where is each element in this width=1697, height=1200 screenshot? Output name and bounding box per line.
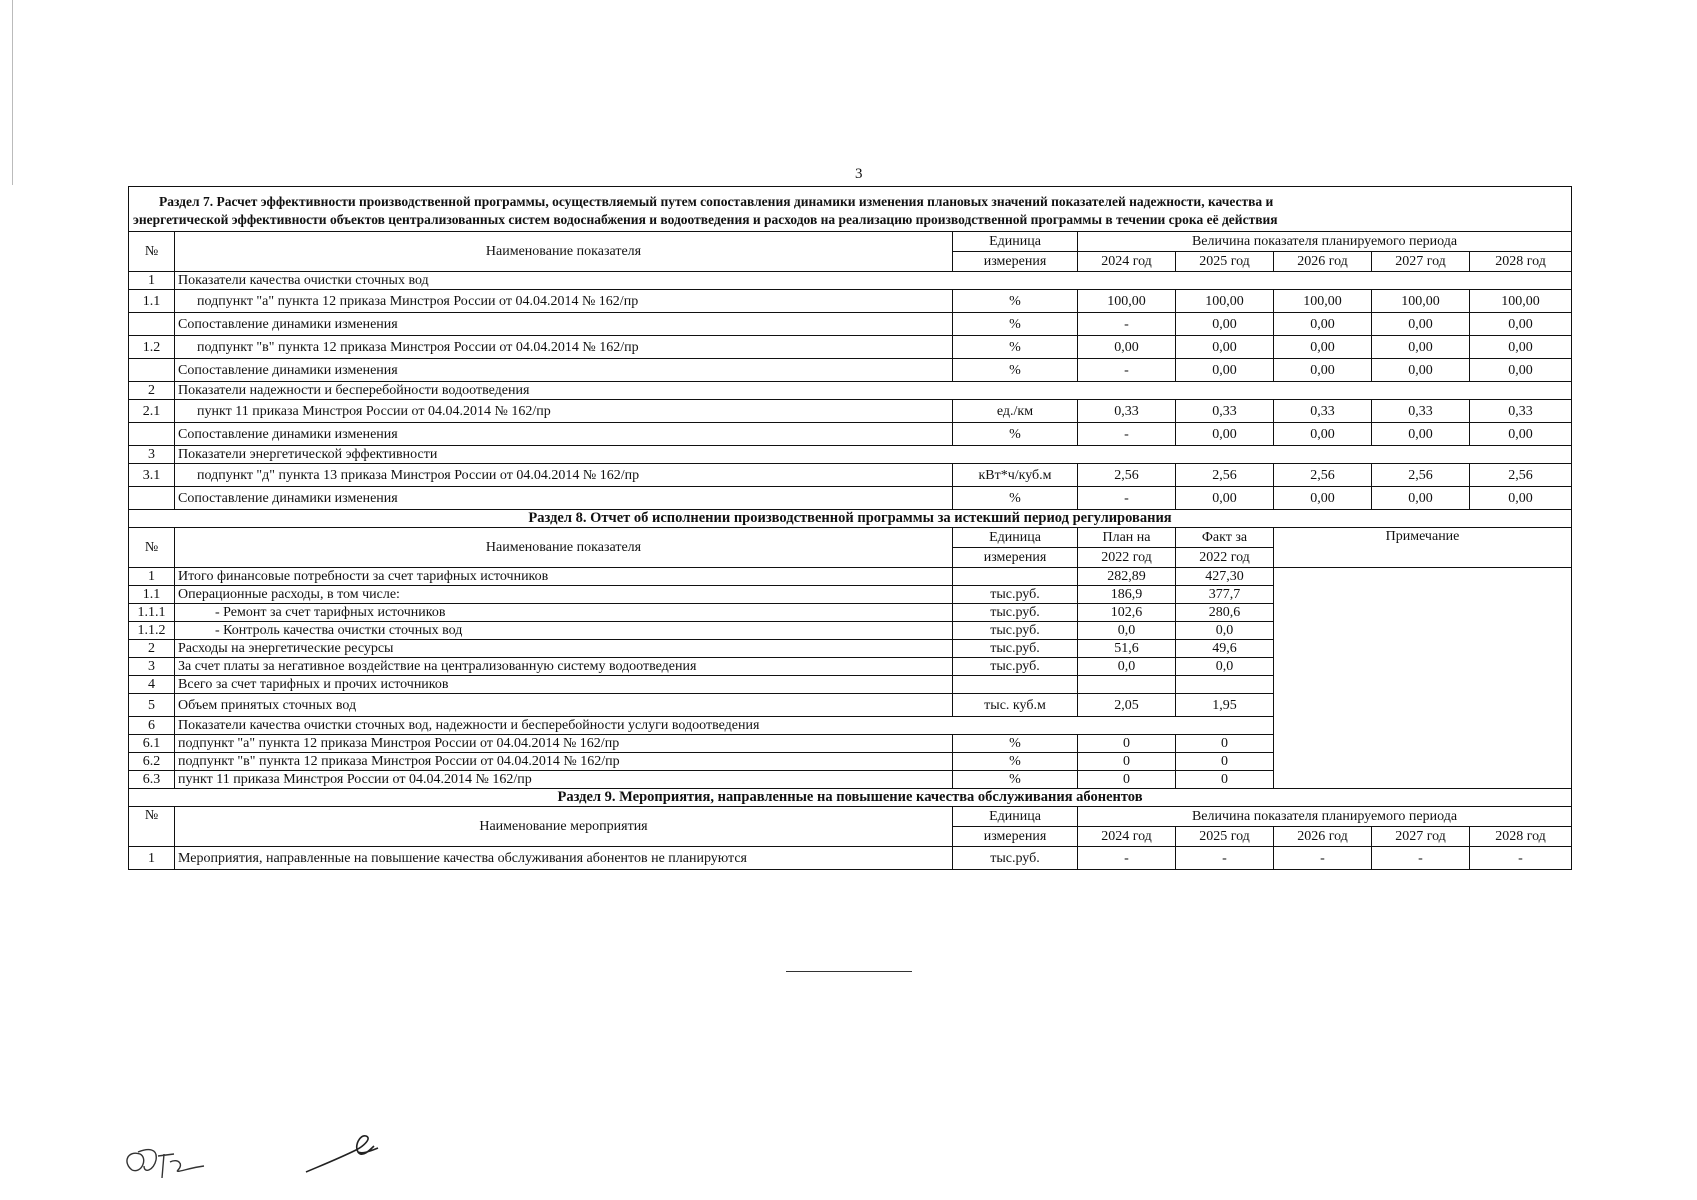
s9-header-year: 2024 год	[1078, 827, 1176, 847]
row-name: Мероприятия, направленные на повышение качества обслуживания абонентов не планируются	[175, 847, 953, 870]
row-fact: 377,7	[1176, 586, 1274, 604]
row-value: 100,00	[1372, 290, 1470, 313]
row-unit: %	[953, 313, 1078, 336]
row-num: 1	[129, 568, 175, 586]
s9-header-name: Наименование мероприятия	[175, 807, 953, 847]
row-value: 0,33	[1470, 400, 1572, 423]
row-plan: 0	[1078, 771, 1176, 789]
row-value: 100,00	[1078, 290, 1176, 313]
row-num: 1.2	[129, 336, 175, 359]
row-name: За счет платы за негативное воздействие на централизованную систему водоотведения	[175, 658, 953, 676]
row-unit: %	[953, 423, 1078, 446]
row-fact: 0	[1176, 735, 1274, 753]
row-num: 2	[129, 382, 175, 400]
row-value: -	[1274, 847, 1372, 870]
row-unit: кВт*ч/куб.м	[953, 464, 1078, 487]
row-num: 4	[129, 676, 175, 694]
row-num: 1.1	[129, 290, 175, 313]
s9-header-period: Величина показателя планируемого периода	[1078, 807, 1572, 827]
row-value: 0,33	[1372, 400, 1470, 423]
section7-title	[129, 187, 1572, 232]
row-num	[129, 423, 175, 446]
s7-header-num: №	[129, 232, 175, 272]
row-num: 1.1.1	[129, 604, 175, 622]
row-value: 0,00	[1470, 423, 1572, 446]
row-num	[129, 359, 175, 382]
section7-title-line1: Раздел 7. Расчет эффективности производственной программы, осуществляемый путем сопоставления динамики изменения плановых значений показателей надежности, качества и	[159, 194, 1274, 209]
document-frame	[128, 186, 1571, 870]
row-name: подпункт "а" пункта 12 приказа Минстроя России от 04.04.2014 № 162/пр	[175, 290, 953, 313]
row-value: 0,00	[1176, 313, 1274, 336]
scan-edge-line	[12, 0, 13, 185]
row-name: Сопоставление динамики изменения	[175, 487, 953, 510]
row-name: Сопоставление динамики изменения	[175, 313, 953, 336]
section7-title-line2: энергетической эффективности объектов централизованных систем водоснабжения и водоотведения и расходов на реализацию производственной программы в течении срока её действия	[133, 212, 1278, 227]
table-row	[129, 446, 1572, 464]
row-unit: %	[953, 771, 1078, 789]
row-unit	[953, 676, 1078, 694]
s9-header-year: 2026 год	[1274, 827, 1372, 847]
s9-header-year: 2025 год	[1176, 827, 1274, 847]
signature-1	[118, 1140, 228, 1188]
row-name: Показатели надежности и бесперебойности водоотведения	[175, 382, 1572, 400]
row-name: Показатели качества очистки сточных вод	[175, 272, 1572, 290]
s7-header-unit-1: Единица	[953, 232, 1078, 252]
s8-header-fact-2: 2022 год	[1176, 548, 1274, 568]
s7-header-year: 2026 год	[1274, 252, 1372, 272]
row-value: 0,00	[1274, 359, 1372, 382]
row-fact	[1176, 676, 1274, 694]
row-num: 3	[129, 446, 175, 464]
row-value: 0,00	[1274, 313, 1372, 336]
row-num: 3.1	[129, 464, 175, 487]
row-value: 0,00	[1176, 359, 1274, 382]
row-name: Расходы на энергетические ресурсы	[175, 640, 953, 658]
s8-header-fact-1: Факт за	[1176, 528, 1274, 548]
signature-2	[300, 1130, 390, 1180]
row-unit: %	[953, 290, 1078, 313]
s9-header-unit-2: измерения	[953, 827, 1078, 847]
row-name: - Ремонт за счет тарифных источников	[175, 604, 953, 622]
row-unit: %	[953, 359, 1078, 382]
section7-table	[128, 186, 1572, 528]
row-unit: тыс.руб.	[953, 622, 1078, 640]
section9-title: Раздел 9. Мероприятия, направленные на повышение качества обслуживания абонентов	[129, 789, 1572, 807]
row-fact: 0	[1176, 753, 1274, 771]
s9-header-year: 2028 год	[1470, 827, 1572, 847]
s7-header-period: Величина показателя планируемого периода	[1078, 232, 1572, 252]
s8-header-num: №	[129, 528, 175, 568]
table-row	[129, 423, 1572, 446]
row-name: подпункт "в" пункта 12 приказа Минстроя России от 04.04.2014 № 162/пр	[175, 336, 953, 359]
row-value: 0,00	[1470, 336, 1572, 359]
row-unit: тыс. куб.м	[953, 694, 1078, 717]
row-name: подпункт "в" пункта 12 приказа Минстроя России от 04.04.2014 № 162/пр	[175, 753, 953, 771]
row-num: 3	[129, 658, 175, 676]
row-fact: 0,0	[1176, 622, 1274, 640]
row-unit: %	[953, 336, 1078, 359]
row-value: 0,00	[1470, 359, 1572, 382]
row-value: 0,00	[1470, 487, 1572, 510]
row-value: 0,33	[1274, 400, 1372, 423]
section8-title: Раздел 8. Отчет об исполнении производственной программы за истекший период регулирования	[129, 510, 1572, 528]
row-value: 0,00	[1372, 359, 1470, 382]
row-value: -	[1176, 847, 1274, 870]
s8-header-note: Примечание	[1274, 528, 1572, 568]
row-value: 0,33	[1078, 400, 1176, 423]
row-value: 0,00	[1274, 487, 1372, 510]
row-unit: %	[953, 487, 1078, 510]
row-plan: 282,89	[1078, 568, 1176, 586]
row-name: Показатели энергетической эффективности	[175, 446, 1572, 464]
row-plan: 102,6	[1078, 604, 1176, 622]
row-num: 5	[129, 694, 175, 717]
row-value: 0,00	[1078, 336, 1176, 359]
s7-header-unit-2: измерения	[953, 252, 1078, 272]
s7-header-year: 2025 год	[1176, 252, 1274, 272]
table-row	[129, 400, 1572, 423]
row-value: 2,56	[1176, 464, 1274, 487]
row-num: 6.1	[129, 735, 175, 753]
row-value: -	[1372, 847, 1470, 870]
row-num	[129, 487, 175, 510]
row-unit: тыс.руб.	[953, 586, 1078, 604]
table-row	[129, 847, 1572, 870]
row-num: 1	[129, 272, 175, 290]
row-plan: 0,0	[1078, 658, 1176, 676]
s9-header-num: №	[129, 807, 175, 847]
row-num	[129, 313, 175, 336]
s7-header-name: Наименование показателя	[175, 232, 953, 272]
table-row	[129, 464, 1572, 487]
table-row	[129, 313, 1572, 336]
row-value: -	[1470, 847, 1572, 870]
row-unit: %	[953, 735, 1078, 753]
row-unit: тыс.руб.	[953, 658, 1078, 676]
row-note	[1274, 568, 1572, 789]
row-value: 0,00	[1176, 487, 1274, 510]
table-row	[129, 568, 1572, 586]
row-name: пункт 11 приказа Минстроя России от 04.04.2014 № 162/пр	[175, 771, 953, 789]
row-value: 0,00	[1176, 423, 1274, 446]
row-unit: тыс.руб.	[953, 640, 1078, 658]
section9-table	[128, 806, 1572, 870]
row-value: 0,00	[1274, 423, 1372, 446]
row-fact: 0	[1176, 771, 1274, 789]
table-row	[129, 382, 1572, 400]
row-name: Операционные расходы, в том числе:	[175, 586, 953, 604]
row-value: 2,56	[1372, 464, 1470, 487]
s8-header-unit-1: Единица	[953, 528, 1078, 548]
s9-header-year: 2027 год	[1372, 827, 1470, 847]
row-value: 2,56	[1470, 464, 1572, 487]
row-name: Итого финансовые потребности за счет тарифных источников	[175, 568, 953, 586]
row-name: Показатели качества очистки сточных вод, надежности и бесперебойности услуги водоотведения	[175, 717, 1274, 735]
row-value: -	[1078, 313, 1176, 336]
row-value: -	[1078, 847, 1176, 870]
table-row	[129, 336, 1572, 359]
row-fact: 280,6	[1176, 604, 1274, 622]
row-unit: ед./км	[953, 400, 1078, 423]
section8-body	[129, 568, 1572, 789]
row-unit: тыс.руб.	[953, 847, 1078, 870]
row-fact: 1,95	[1176, 694, 1274, 717]
table-row	[129, 487, 1572, 510]
section8-table	[128, 527, 1572, 807]
section9-body	[129, 847, 1572, 870]
row-plan: 0	[1078, 735, 1176, 753]
row-value: 0,00	[1372, 336, 1470, 359]
row-num: 2.1	[129, 400, 175, 423]
row-name: подпункт "д" пункта 13 приказа Минстроя России от 04.04.2014 № 162/пр	[175, 464, 953, 487]
row-value: -	[1078, 487, 1176, 510]
row-num: 1	[129, 847, 175, 870]
row-name: Всего за счет тарифных и прочих источников	[175, 676, 953, 694]
row-unit: %	[953, 753, 1078, 771]
row-num: 2	[129, 640, 175, 658]
row-value: 0,00	[1470, 313, 1572, 336]
row-unit	[953, 568, 1078, 586]
row-value: 0,00	[1372, 487, 1470, 510]
row-value: -	[1078, 359, 1176, 382]
row-value: 0,00	[1176, 336, 1274, 359]
row-plan: 0	[1078, 753, 1176, 771]
row-plan: 51,6	[1078, 640, 1176, 658]
table-row	[129, 290, 1572, 313]
s8-header-plan-1: План на	[1078, 528, 1176, 548]
row-num: 6	[129, 717, 175, 735]
row-value: 100,00	[1176, 290, 1274, 313]
row-value: 2,56	[1274, 464, 1372, 487]
row-value: 100,00	[1274, 290, 1372, 313]
row-value: -	[1078, 423, 1176, 446]
row-name: пункт 11 приказа Минстроя России от 04.04.2014 № 162/пр	[175, 400, 953, 423]
row-fact: 427,30	[1176, 568, 1274, 586]
row-value: 0,00	[1274, 336, 1372, 359]
row-name: Сопоставление динамики изменения	[175, 423, 953, 446]
row-plan: 2,05	[1078, 694, 1176, 717]
row-num: 1.1	[129, 586, 175, 604]
s8-header-name: Наименование показателя	[175, 528, 953, 568]
table-row	[129, 359, 1572, 382]
s7-header-year: 2024 год	[1078, 252, 1176, 272]
row-unit: тыс.руб.	[953, 604, 1078, 622]
row-name: - Контроль качества очистки сточных вод	[175, 622, 953, 640]
closing-rule	[786, 971, 912, 972]
row-fact: 49,6	[1176, 640, 1274, 658]
row-value: 100,00	[1470, 290, 1572, 313]
row-plan: 0,0	[1078, 622, 1176, 640]
s7-header-year: 2027 год	[1372, 252, 1470, 272]
row-name: Сопоставление динамики изменения	[175, 359, 953, 382]
s8-header-unit-2: измерения	[953, 548, 1078, 568]
section7-body	[129, 272, 1572, 510]
row-fact: 0,0	[1176, 658, 1274, 676]
row-plan: 186,9	[1078, 586, 1176, 604]
s7-header-year: 2028 год	[1470, 252, 1572, 272]
row-name: подпункт "а" пункта 12 приказа Минстроя России от 04.04.2014 № 162/пр	[175, 735, 953, 753]
row-value: 2,56	[1078, 464, 1176, 487]
row-num: 6.2	[129, 753, 175, 771]
table-row	[129, 272, 1572, 290]
row-plan	[1078, 676, 1176, 694]
row-num: 6.3	[129, 771, 175, 789]
row-value: 0,33	[1176, 400, 1274, 423]
row-value: 0,00	[1372, 313, 1470, 336]
row-name: Объем принятых сточных вод	[175, 694, 953, 717]
row-num: 1.1.2	[129, 622, 175, 640]
row-value: 0,00	[1372, 423, 1470, 446]
s8-header-plan-2: 2022 год	[1078, 548, 1176, 568]
s9-header-unit-1: Единица	[953, 807, 1078, 827]
page-number: 3	[855, 166, 863, 182]
